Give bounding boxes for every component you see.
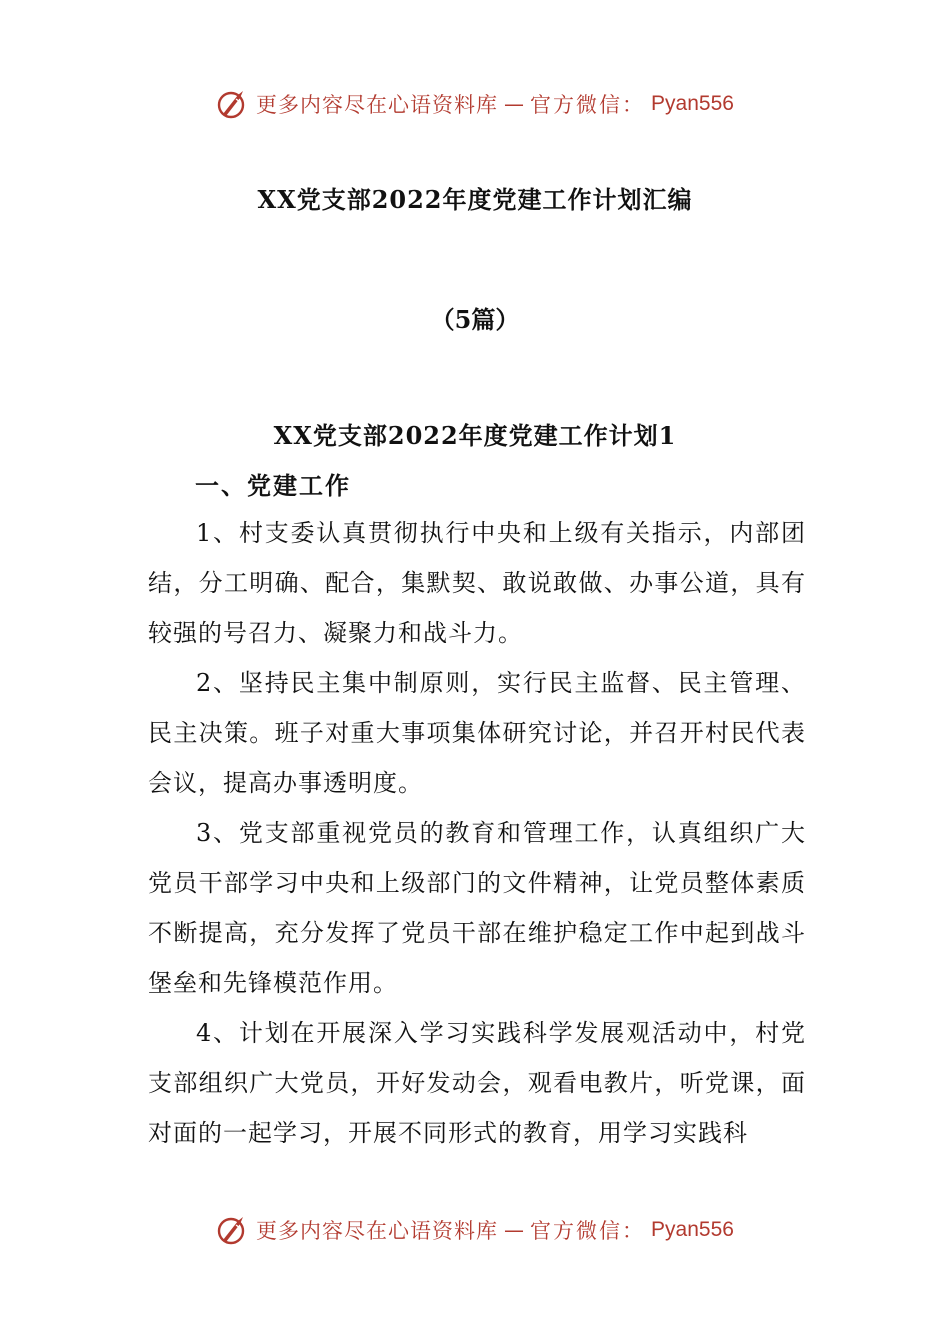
paragraph-4: 4、计划在开展深入学习实践科学发展观活动中，村党支部组织广大党员，开好发动会，观看电教片，听党课，面对面的一起学习，开展不同形式的教育，用学习实践科 [148,1019,806,1147]
document-title: XX党支部2022年度党建工作计划汇编 [257,185,693,214]
watermark-footer [0,1210,950,1250]
watermark-official-label: 官方微信： [530,93,646,117]
paragraph-1: 1、村支委认真贯彻执行中央和上级有关指示，内部团结，分工明确、配合，集默契、敢说敢做、办事公道，具有较强的号召力、凝聚力和战斗力。 [148,519,806,647]
watermark-wechat-id: Pyan556 [651,1218,734,1241]
section-title: XX党支部2022年度党建工作计划1 [273,421,677,450]
watermark-official-label: 官方微信： [530,1219,646,1243]
watermark-brand: 更多内容尽在心语资料库 [256,1219,499,1243]
watermark-header [0,84,950,124]
pen-nib-icon [216,1213,250,1247]
watermark-dash: — [504,92,525,116]
paragraph-2: 2、坚持民主集中制原则，实行民主监督、民主管理、民主决策。班子对重大事项集体研究讨论，并召开村民代表会议，提高办事透明度。 [148,669,806,797]
paragraph-3: 3、党支部重视党员的教育和管理工作，认真组织广大党员干部学习中央和上级部门的文件精神，让党员整体素质不断提高，充分发挥了党员干部在维护稳定工作中起到战斗堡垒和先锋模范作用。 [148,819,806,997]
document-body [148,508,806,1158]
document-subtitle: （5篇） [430,305,520,334]
watermark-brand: 更多内容尽在心语资料库 [256,93,499,117]
pen-nib-icon [216,87,250,121]
watermark-wechat-id: Pyan556 [651,92,734,115]
watermark-dash: — [504,1218,525,1242]
heading-party-building: 一、党建工作 [195,471,351,500]
